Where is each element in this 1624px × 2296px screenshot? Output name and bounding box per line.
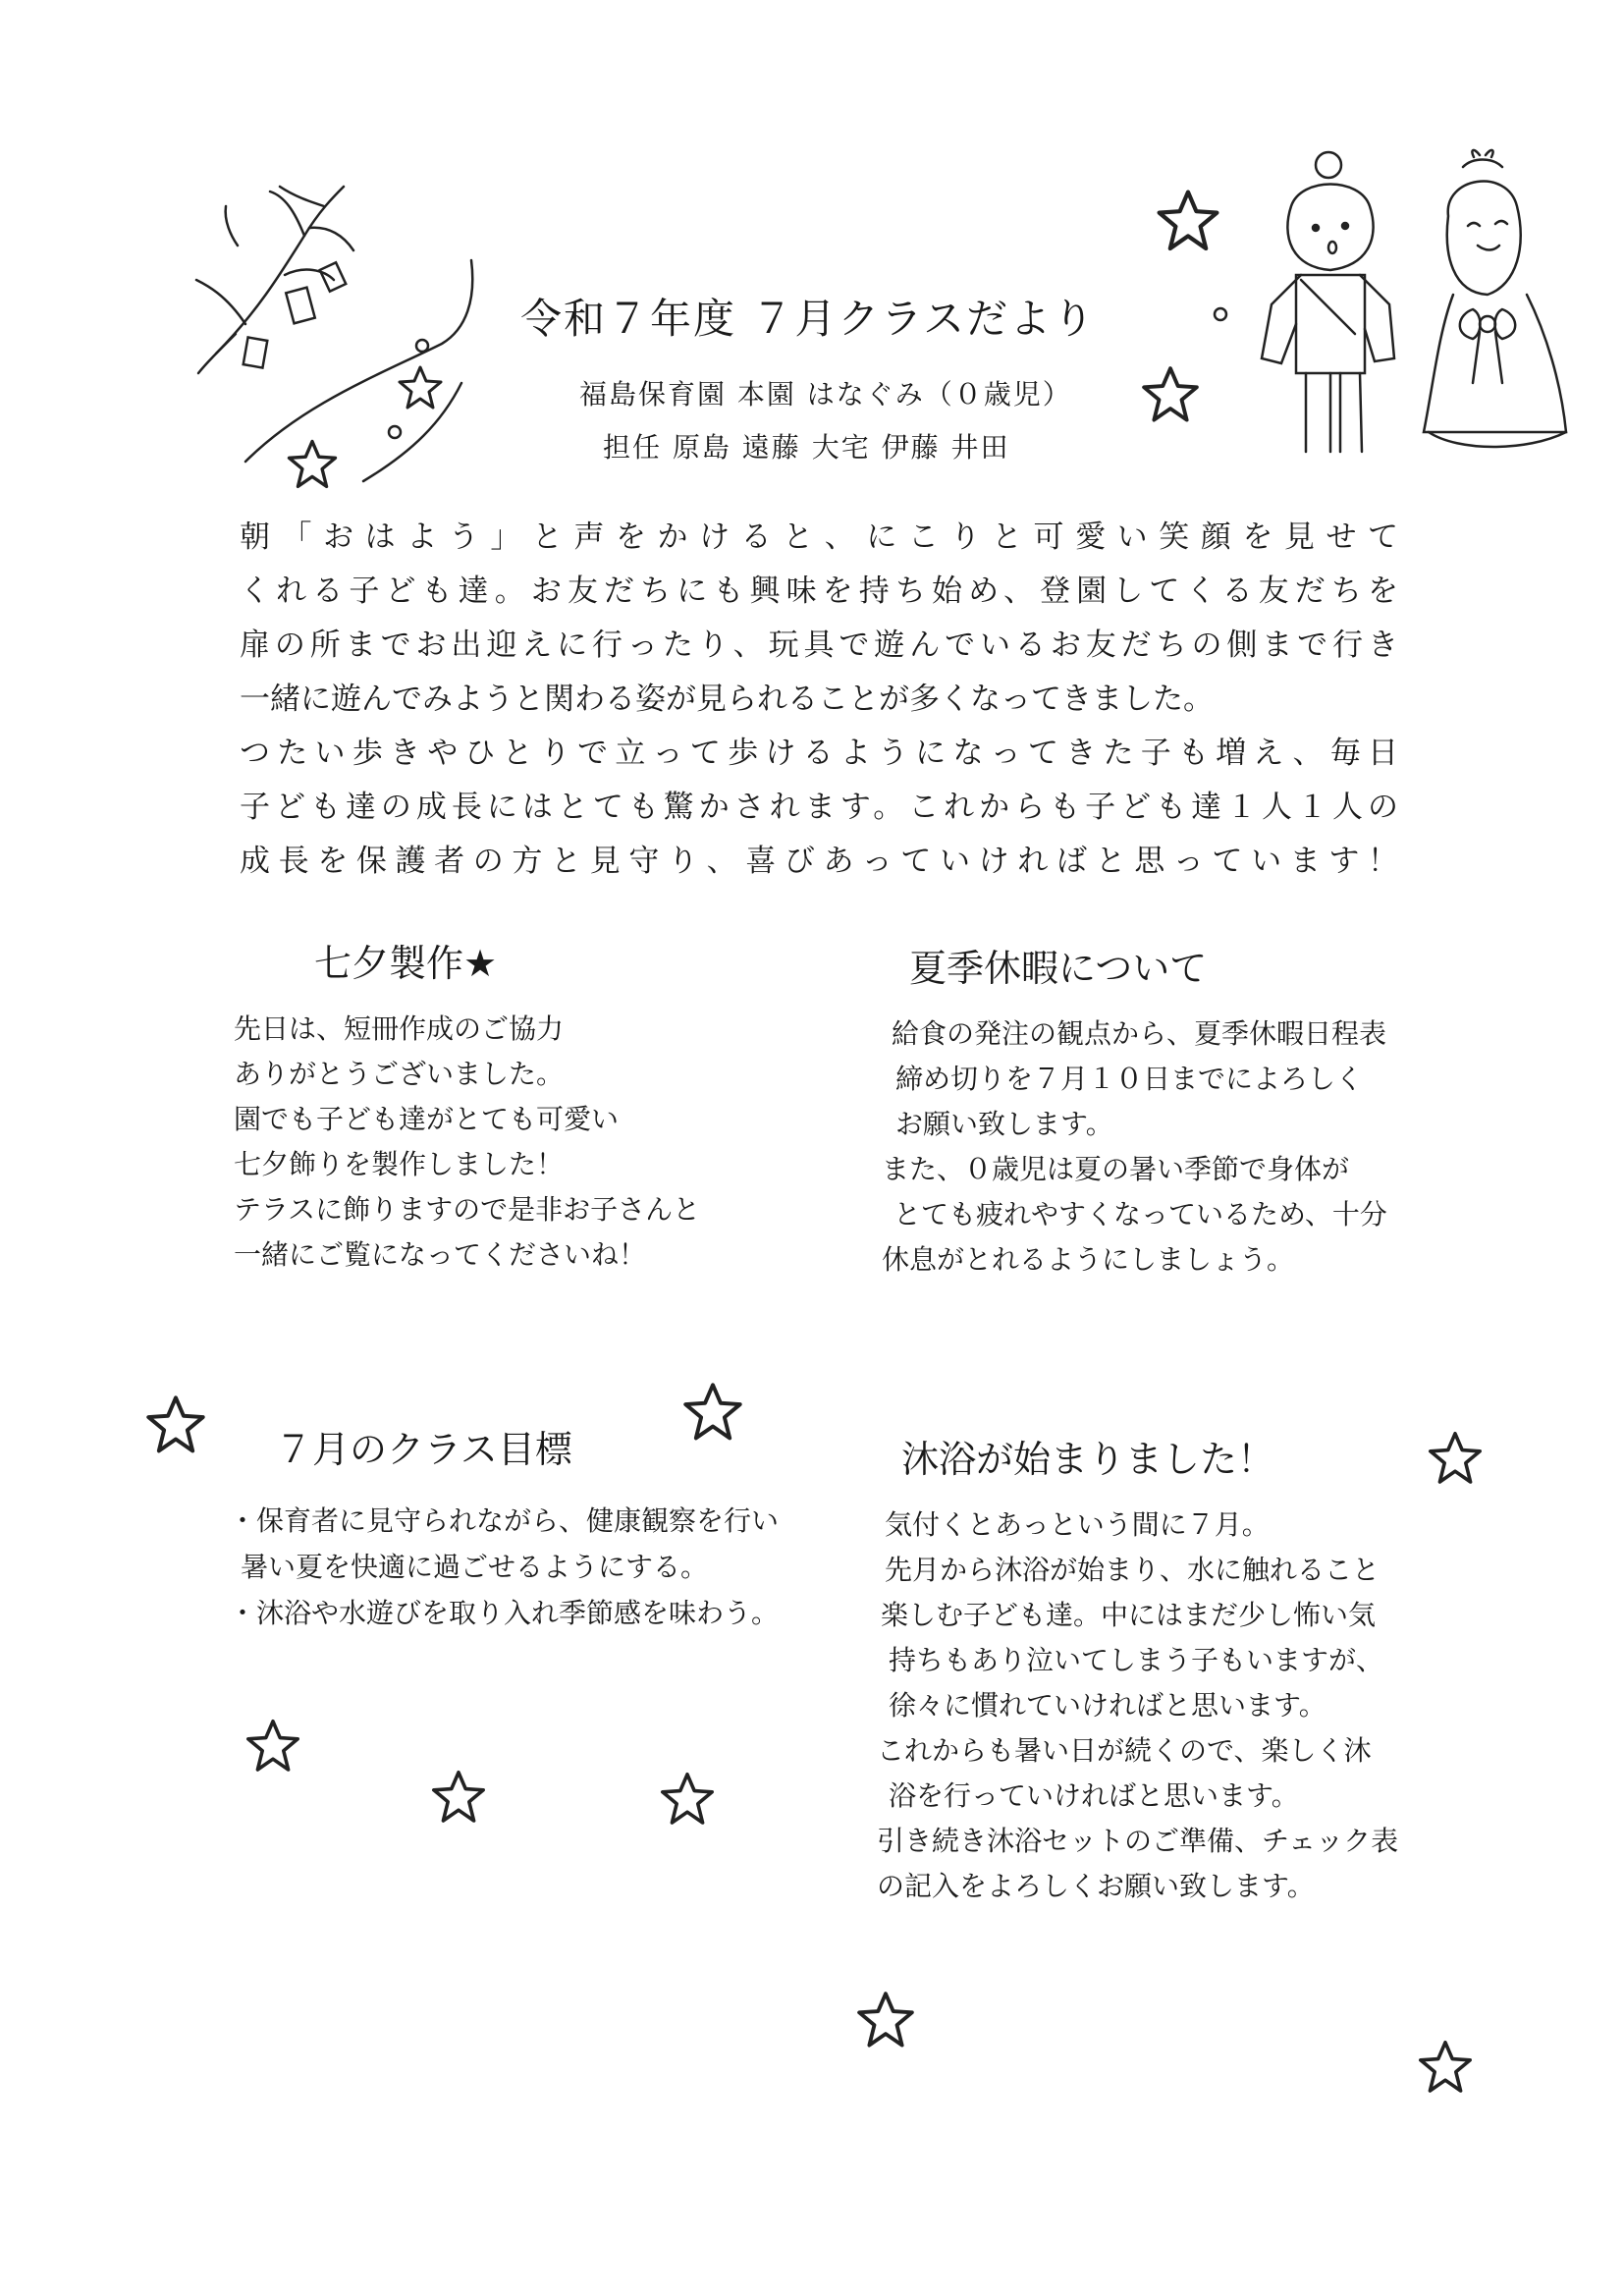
star-doodle-icon bbox=[244, 1717, 302, 1776]
intro-line: 朝「おはよう」と声をかけると、にこりと可愛い笑顔を見せて bbox=[240, 519, 1398, 555]
tanabata-line: ありがとうございました。 bbox=[234, 1058, 565, 1090]
star-doodle-icon bbox=[658, 1770, 717, 1829]
bathing-line: 楽しむ子ども達。中にはまだ少し怖い気 bbox=[881, 1599, 1377, 1631]
summer-break-line: 締め切りを７月１０日までによろしく bbox=[895, 1063, 1364, 1095]
intro-paragraph bbox=[240, 511, 1398, 889]
tanabata-heading: 七夕製作★ bbox=[314, 942, 498, 985]
tanabata-body bbox=[234, 1007, 700, 1278]
summer-break-body bbox=[882, 1011, 1387, 1283]
intro-line: 成長を保護者の方と見守り、喜びあっていければと思っています！ bbox=[240, 844, 1398, 879]
class-goals-line: ・保育者に見守られながら、健康観察を行い bbox=[229, 1504, 780, 1537]
bathing-line: 引き続き沐浴セットのご準備、チェック表 bbox=[877, 1825, 1399, 1857]
star-doodle-icon bbox=[1416, 2038, 1475, 2097]
intro-line: 扉の所までお出迎えに行ったり、玩具で遊んでいるお友だちの側まで行き bbox=[240, 628, 1398, 663]
bamboo-branch-illustration bbox=[187, 167, 511, 481]
class-goals-line: ・沐浴や水遊びを取り入れ季節感を味わう。 bbox=[229, 1597, 780, 1629]
tanabata-line: テラスに飾りますので是非お子さんと bbox=[234, 1193, 701, 1226]
star-doodle-icon bbox=[429, 1768, 488, 1827]
teachers-line: 担任 原島 遠藤 大宅 伊藤 井田 bbox=[603, 431, 1010, 464]
summer-break-line: また、０歳児は夏の暑い季節で身体が bbox=[882, 1153, 1350, 1185]
class-goals-line: 暑い夏を快適に過ごせるようにする。 bbox=[241, 1551, 709, 1583]
bathing-body bbox=[877, 1503, 1398, 1909]
star-doodle-icon bbox=[143, 1393, 208, 1457]
class-goals-body bbox=[229, 1498, 779, 1636]
tanabata-line: 園でも子ども達がとても可愛い bbox=[234, 1103, 620, 1135]
bathing-line: 徐々に慣れていければと思います。 bbox=[889, 1689, 1326, 1722]
bathing-line: 持ちもあり泣いてしまう子もいますが、 bbox=[889, 1644, 1384, 1676]
tanabata-line: 七夕飾りを製作しました！ bbox=[234, 1148, 565, 1180]
star-doodle-icon bbox=[854, 1989, 917, 2051]
bathing-line: 先月から沐浴が始まり、水に触れること bbox=[885, 1554, 1380, 1586]
star-doodle-icon bbox=[680, 1380, 745, 1445]
school-class-line: 福島保育園 本園 はなぐみ（０歳児） bbox=[579, 378, 1072, 410]
class-goals-heading: ７月のクラス目標 bbox=[275, 1428, 572, 1471]
intro-line: くれる子ども達。お友だちにも興味を持ち始め、登園してくる友だちを bbox=[240, 574, 1398, 609]
star-doodle-icon bbox=[285, 437, 340, 492]
summer-break-line: お願い致します。 bbox=[895, 1108, 1113, 1140]
star-doodle-icon bbox=[1139, 363, 1202, 426]
orihime-hikoboshi-illustration bbox=[1252, 137, 1586, 471]
summer-break-heading: 夏季休暇について bbox=[909, 947, 1208, 990]
bathing-line: 気付くとあっという間に７月。 bbox=[885, 1508, 1270, 1541]
intro-line: つたい歩きやひとりで立って歩けるようになってきた子も増え、毎日 bbox=[240, 736, 1398, 771]
summer-break-line: 給食の発注の観点から、夏季休暇日程表 bbox=[892, 1017, 1387, 1050]
bathing-heading: 沐浴が始まりました！ bbox=[901, 1438, 1275, 1481]
circle-doodle-icon bbox=[1213, 306, 1228, 322]
bathing-line: の記入をよろしくお願い致します。 bbox=[877, 1870, 1315, 1902]
intro-line: 一緒に遊んでみようと関わる姿が見られることが多くなってきました。 bbox=[240, 682, 1214, 717]
bathing-line: 浴を行っていければと思います。 bbox=[889, 1779, 1299, 1812]
summer-break-line: 休息がとれるようにしましょう。 bbox=[882, 1243, 1295, 1276]
tanabata-line: 一緒にご覧になってくださいね！ bbox=[234, 1238, 647, 1271]
intro-line: 子ども達の成長にはとても驚かされます。これからも子ども達１人１人の bbox=[240, 790, 1398, 825]
star-doodle-icon bbox=[1426, 1429, 1485, 1488]
star-doodle-icon bbox=[396, 363, 445, 412]
bathing-line: これからも暑い日が続くので、楽しく沐 bbox=[877, 1734, 1372, 1767]
tanabata-line: 先日は、短冊作成のご協力 bbox=[234, 1012, 565, 1045]
star-doodle-icon bbox=[1154, 187, 1222, 255]
summer-break-line: とても疲れやすくなっているため、十分 bbox=[893, 1198, 1387, 1230]
page-title: 令和７年度 ７月クラスだより bbox=[520, 295, 1097, 343]
